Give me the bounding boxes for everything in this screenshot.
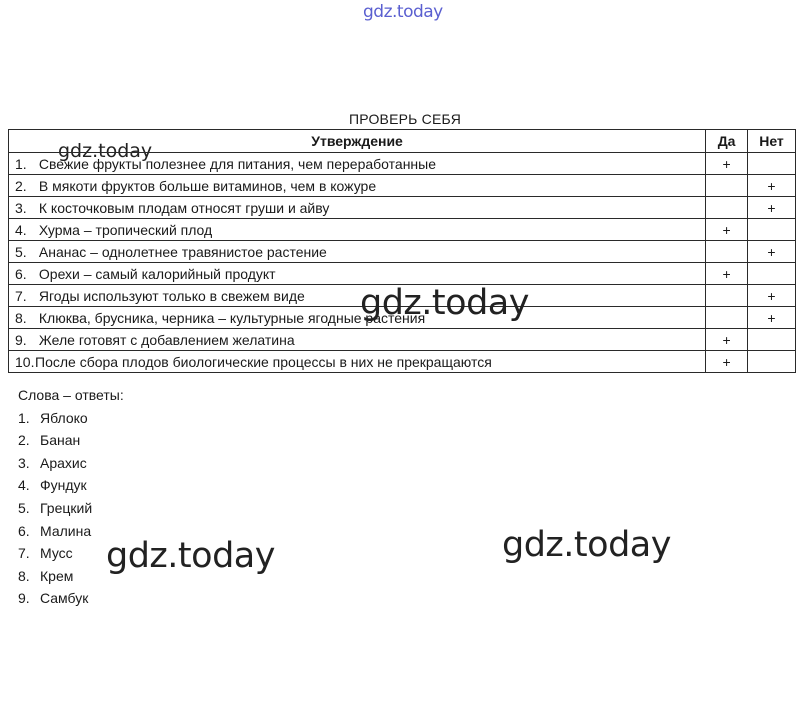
list-item: 6. Малина — [18, 522, 92, 539]
list-item: 7. Мусс — [18, 545, 73, 562]
answer-words — [18, 384, 124, 610]
statement-cell — [9, 351, 706, 373]
statements-table — [8, 129, 796, 373]
statement-text: В мякоти фруктов больше витаминов, чем в кожуре — [38, 177, 377, 194]
yes-cell: + — [706, 263, 748, 285]
row-number: 1. — [15, 155, 27, 172]
statement-text: К косточковым плодам относят груши и айву — [38, 199, 330, 216]
table-row — [9, 175, 796, 197]
no-cell — [748, 219, 796, 241]
row-number: 6. — [15, 265, 27, 282]
statement-text: Ягоды используют только в свежем виде — [38, 287, 305, 304]
table-header-row — [9, 130, 796, 153]
list-item: 4. Фундук — [18, 477, 87, 494]
row-number: 4. — [15, 221, 27, 238]
statement-cell — [9, 197, 706, 219]
no-cell — [748, 263, 796, 285]
table-row — [9, 219, 796, 241]
yes-cell: + — [706, 219, 748, 241]
list-item: 2. Банан — [18, 432, 81, 449]
list-item: 1. Яблоко — [18, 409, 88, 426]
table-row — [9, 329, 796, 351]
table-row — [9, 351, 796, 373]
statement-text: Орехи – самый калорийный продукт — [38, 265, 276, 282]
list-item: 3. Арахис — [18, 454, 87, 471]
no-cell: + — [748, 197, 796, 219]
statement-text: Клюква, брусника, черника – культурные ягодные растения — [38, 309, 426, 326]
statement-cell — [9, 241, 706, 263]
header-no: Нет — [748, 130, 796, 153]
watermark-middle: gdz.today — [360, 283, 529, 323]
statement-text: После сбора плодов биологические процессы в них не прекращаются — [35, 353, 492, 370]
table-row — [9, 153, 796, 175]
statement-text: Ананас – однолетнее травянистое растение — [38, 243, 327, 260]
statement-cell — [9, 307, 706, 329]
yes-cell — [706, 285, 748, 307]
row-number: 2. — [15, 177, 27, 194]
table-row — [9, 197, 796, 219]
row-number: 3. — [15, 199, 27, 216]
watermark-top: gdz.today — [363, 2, 443, 22]
statement-cell — [9, 285, 706, 307]
statement-cell — [9, 219, 706, 241]
no-cell — [748, 351, 796, 373]
list-item: 9. Самбук — [18, 590, 89, 607]
statement-cell — [9, 329, 706, 351]
no-cell: + — [748, 175, 796, 197]
statement-text: Свежие фрукты полезнее для питания, чем переработанные — [38, 155, 437, 172]
watermark-bottom-right: gdz.today — [502, 525, 671, 565]
statement-text: Желе готовят с добавлением желатина — [38, 331, 295, 348]
watermark-table: gdz.today — [58, 140, 153, 162]
yes-cell — [706, 307, 748, 329]
yes-cell: + — [706, 153, 748, 175]
list-item: 8. Крем — [18, 567, 74, 584]
row-number: 10. — [15, 353, 35, 370]
answer-words-heading: Слова – ответы: — [18, 387, 124, 403]
no-cell: + — [748, 241, 796, 263]
no-cell: + — [748, 285, 796, 307]
row-number: 8. — [15, 309, 27, 326]
list-item: 5. Грецкий — [18, 499, 93, 516]
table-row — [9, 241, 796, 263]
row-number: 9. — [15, 331, 27, 348]
yes-cell — [706, 175, 748, 197]
header-statement: Утверждение — [9, 130, 706, 153]
watermark-bottom-left: gdz.today — [106, 536, 275, 576]
row-number: 5. — [15, 243, 27, 260]
statement-text: Хурма – тропический плод — [38, 221, 213, 238]
header-yes: Да — [706, 130, 748, 153]
table-row — [9, 263, 796, 285]
yes-cell: + — [706, 329, 748, 351]
row-number: 7. — [15, 287, 27, 304]
statement-cell — [9, 175, 706, 197]
statement-cell — [9, 263, 706, 285]
no-cell: + — [748, 307, 796, 329]
page-title: ПРОВЕРЬ СЕБЯ — [348, 111, 462, 127]
no-cell — [748, 153, 796, 175]
yes-cell — [706, 241, 748, 263]
yes-cell: + — [706, 351, 748, 373]
yes-cell — [706, 197, 748, 219]
no-cell — [748, 329, 796, 351]
statement-cell — [9, 153, 706, 175]
